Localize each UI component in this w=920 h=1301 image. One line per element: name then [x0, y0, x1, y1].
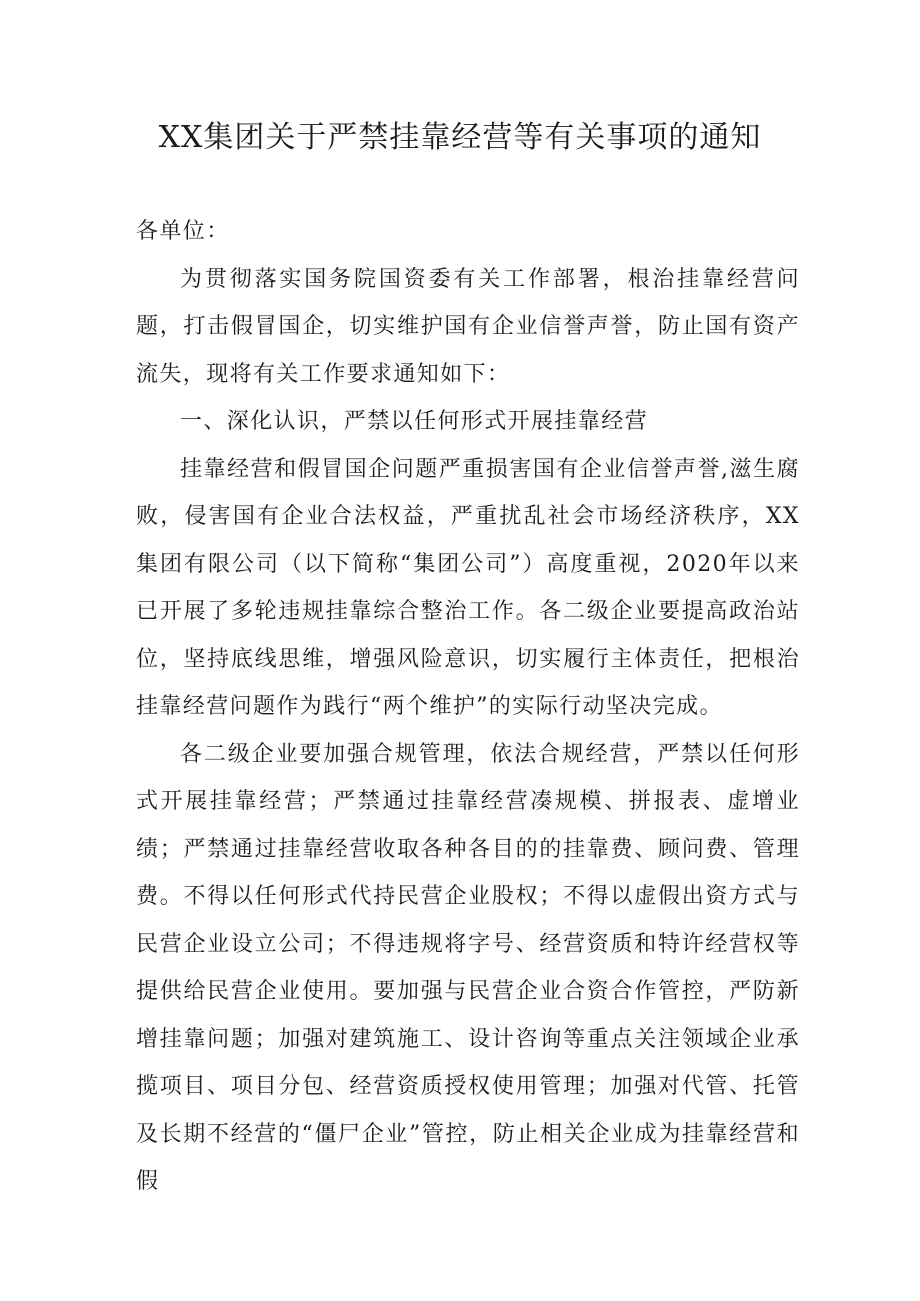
document-body	[136, 208, 800, 1206]
body-paragraph-2: 各二级企业要加强合规管理，依法合规经营，严禁以任何形式开展挂靠经营；严禁通过挂靠经营凑规模、拼报表、虚增业绩；严禁通过挂靠经营收取各种各目的的挂靠费、顾问费、管理费。不得以任何形式代持民营企业股权；不得以虚假出资方式与民营企业设立公司；不得违规将字号、经营资质和特许经营权等提供给民营企业使用。要加强与民营企业合资合作管控，严防新增挂靠问题；加强对建筑施工、设计咨询等重点关注领域企业承揽项目、项目分包、经营资质授权使用管理；加强对代管、托管及长期不经营的“僵尸企业”管控，防止相关企业成为挂靠经营和假	[136, 741, 800, 1194]
section-heading-1: 一、深化认识，严禁以任何形式开展挂靠经营	[180, 409, 649, 434]
body-paragraph-1: 挂靠经营和假冒国企问题严重损害国有企业信誉声誉,滋生腐败，侵害国有企业合法权益，严重扰乱社会市场经济秩序，XX集团有限公司（以下简称“集团公司”）高度重视，2020年以来已开展了多轮违规挂靠综合整治工作。各二级企业要提高政治站位，坚持底线思维，增强风险意识，切实履行主体责任，把根治挂靠经营问题作为践行“两个维护”的实际行动坚决完成。	[136, 456, 800, 719]
document-title: XX集团关于严禁挂靠经营等有关事项的通知	[158, 120, 762, 155]
intro-paragraph: 为贯彻落实国务院国资委有关工作部署，根治挂靠经营问题，打击假冒国企，切实维护国有企业信誉声誉，防止国有资产流失，现将有关工作要求通知如下：	[136, 266, 800, 387]
salutation: 各单位：	[136, 219, 230, 244]
